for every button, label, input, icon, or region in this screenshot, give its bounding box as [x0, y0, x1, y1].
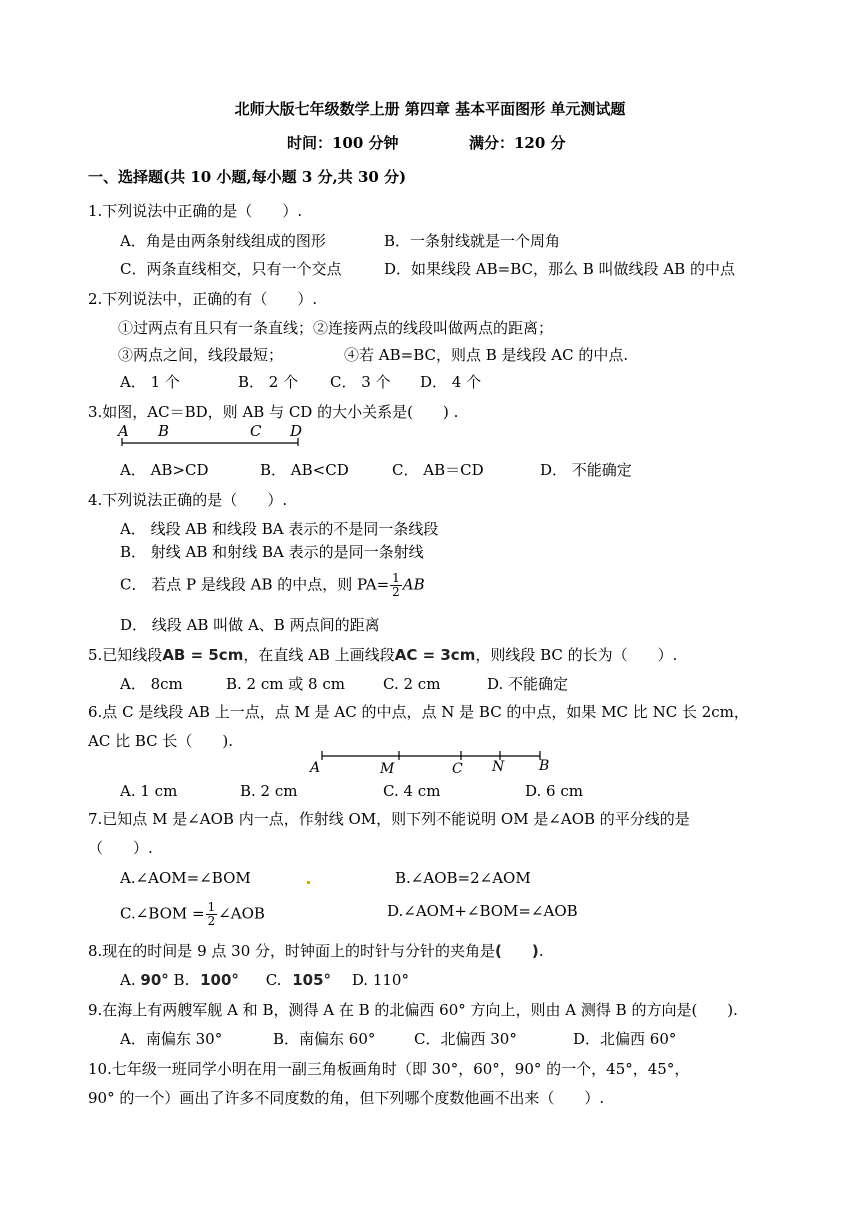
q2-option-b: B． 2 个: [238, 373, 299, 391]
q8-options: [120, 970, 409, 990]
q6-point-n: N: [492, 759, 505, 775]
q8-option-a-label: A.: [120, 971, 136, 989]
q3-point-c: C: [250, 422, 262, 440]
q6-option-a: A. 1 cm: [120, 782, 178, 800]
q3-option-b: B． AB<CD: [260, 461, 349, 479]
q5-stem-post: ，则线段 BC 的长为（ ）.: [475, 646, 678, 664]
q4-option-d: D． 线段 AB 叫做 A、B 两点间的距离: [120, 616, 380, 634]
q5-stem: [88, 645, 677, 665]
q6-point-c: C: [452, 761, 463, 777]
q6-point-a: A: [310, 760, 321, 776]
q6-stem-line1: 6.点 C 是线段 AB 上一点，点 M 是 AC 的中点，点 N 是 BC 的中点，如果 MC 比 NC 长 2cm，: [88, 703, 749, 721]
q9-option-b: B．南偏东 60°: [273, 1030, 376, 1048]
q7-stem-line2: （ ）.: [88, 839, 153, 857]
q7-option-c: [120, 901, 265, 928]
section-heading: 一、选择题(共 10 小题,每小题 3 分,共 30 分): [88, 168, 407, 186]
q7-option-a: A.∠AOM=∠BOM: [120, 869, 251, 887]
q5-formula-ab: AB = 5cm: [162, 646, 244, 664]
q1-option-d: D．如果线段 AB=BC，那么 B 叫做线段 AB 的中点: [384, 260, 735, 278]
q7-stem-line1: 7.已知点 M 是∠AOB 内一点，作射线 OM，则下列不能说明 OM 是∠AOB 的平分线的是: [88, 810, 690, 828]
q3-option-a: A． AB>CD: [120, 461, 209, 479]
q3-stem: 3.如图，AC＝BD，则 AB 与 CD 的大小关系是( ) .: [88, 403, 459, 421]
q9-option-d: D．北偏西 60°: [573, 1030, 677, 1048]
q7-option-c-text: C.∠BOM =: [120, 904, 205, 923]
q8-stem-text: 8.现在的时间是 9 点 30 分，时钟面上的时针与分针的夹角是: [88, 942, 496, 960]
q5-option-b: B. 2 cm 或 8 cm: [226, 675, 345, 693]
q9-option-c: C．北偏西 30°: [414, 1030, 517, 1048]
q8-option-a-value: 90°: [140, 971, 169, 989]
q3-point-b: B: [158, 422, 170, 440]
q2-statements-1-2: ①过两点有且只有一条直线；②连接两点的线段叫做两点的距离；: [118, 319, 554, 337]
q8-option-b-value: 100°: [200, 971, 239, 989]
q9-option-a: A．南偏东 30°: [120, 1030, 223, 1048]
q4-stem: 4.下列说法正确的是（ ）.: [88, 491, 288, 509]
q4-option-c: [120, 572, 425, 599]
q6-stem-line2: AC 比 BC 长（ ).: [88, 732, 234, 750]
q3-option-c: C． AB＝CD: [392, 461, 484, 479]
document-title: 北师大版七年级数学上册 第四章 基本平面图形 单元测试题: [234, 100, 626, 118]
q2-option-d: D． 4 个: [420, 373, 482, 391]
q1-option-c: C．两条直线相交，只有一个交点: [120, 260, 342, 278]
stray-mark: [307, 881, 310, 884]
q7-fraction-numerator: 1: [207, 900, 216, 914]
q6-option-c: C. 4 cm: [383, 782, 441, 800]
q2-option-a: A． 1 个: [120, 373, 180, 391]
q3-segment-figure: [114, 420, 314, 450]
q3-option-d: D． 不能确定: [540, 461, 632, 479]
q6-point-b: B: [539, 758, 550, 774]
q5-stem-pre: 5.已知线段: [88, 646, 163, 664]
q8-blank: ( ): [495, 942, 539, 960]
q2-statement-4: ④若 AB=BC，则点 B 是线段 AC 的中点.: [344, 346, 629, 364]
q4-fraction: [390, 572, 402, 599]
q6-option-b: B. 2 cm: [240, 782, 298, 800]
q4-option-c-suffix: AB: [402, 575, 425, 594]
q5-option-a: A． 8cm: [120, 675, 183, 693]
q1-stem: 1.下列说法中正确的是（ ）.: [88, 202, 303, 220]
q8-option-c-value: 105°: [292, 971, 332, 989]
q4-option-c-text: C． 若点 P 是线段 AB 的中点，则 PA=: [120, 575, 390, 594]
exam-time: 时间：100 分钟: [287, 134, 399, 152]
q8-stem: [88, 941, 544, 961]
q10-stem-line2: 90° 的一个）画出了许多不同度数的角，但下列哪个度数他画不出来（ ）.: [88, 1089, 605, 1107]
q9-stem: 9.在海上有两艘军舰 A 和 B，测得 A 在 B 的北偏西 60° 方向上，则由 A 测得 B 的方向是( ).: [88, 1001, 738, 1019]
q4-fraction-numerator: 1: [392, 571, 400, 585]
q7-fraction: [206, 901, 218, 928]
q4-fraction-denominator: 2: [392, 585, 400, 599]
q5-formula-ac: AC = 3cm: [394, 646, 476, 664]
q7-option-d: D.∠AOM+∠BOM=∠AOB: [387, 902, 578, 920]
q1-option-a: A．角是由两条射线组成的图形: [120, 232, 326, 250]
q3-point-a: A: [118, 422, 129, 440]
q4-option-b: B． 射线 AB 和射线 BA 表示的是同一条射线: [120, 543, 424, 561]
q10-stem-line1: 10.七年级一班同学小明在用一副三角板画角时（即 30°，60°，90° 的一个，45°，45°，: [88, 1060, 690, 1078]
q7-option-c-suffix: ∠AOB: [218, 904, 265, 923]
q6-segment-figure: [304, 748, 564, 778]
exam-score: 满分：120 分: [469, 134, 566, 152]
q1-option-b: B．一条射线就是一个周角: [384, 232, 561, 250]
q2-stem: 2.下列说法中，正确的有（ ）.: [88, 290, 318, 308]
q2-option-c: C． 3 个: [330, 373, 391, 391]
q3-point-d: D: [290, 422, 303, 440]
q4-option-a: A． 线段 AB 和线段 BA 表示的不是同一条线段: [120, 520, 439, 538]
q8-stem-end: .: [538, 942, 544, 960]
q6-point-m: M: [380, 761, 395, 777]
q2-statement-3: ③两点之间，线段最短；: [118, 346, 284, 364]
q5-option-c: C. 2 cm: [383, 675, 441, 693]
q6-option-d: D. 6 cm: [525, 782, 583, 800]
q5-stem-mid: ，在直线 AB 上画线段: [243, 646, 395, 664]
q8-option-b-label: B.: [173, 971, 190, 989]
q5-option-d: D. 不能确定: [487, 675, 569, 693]
q7-option-b: B.∠AOB=2∠AOM: [395, 869, 531, 887]
q8-option-c-label: C.: [265, 971, 282, 989]
q8-option-d: D. 110°: [351, 971, 409, 989]
q7-fraction-denominator: 2: [207, 914, 216, 928]
